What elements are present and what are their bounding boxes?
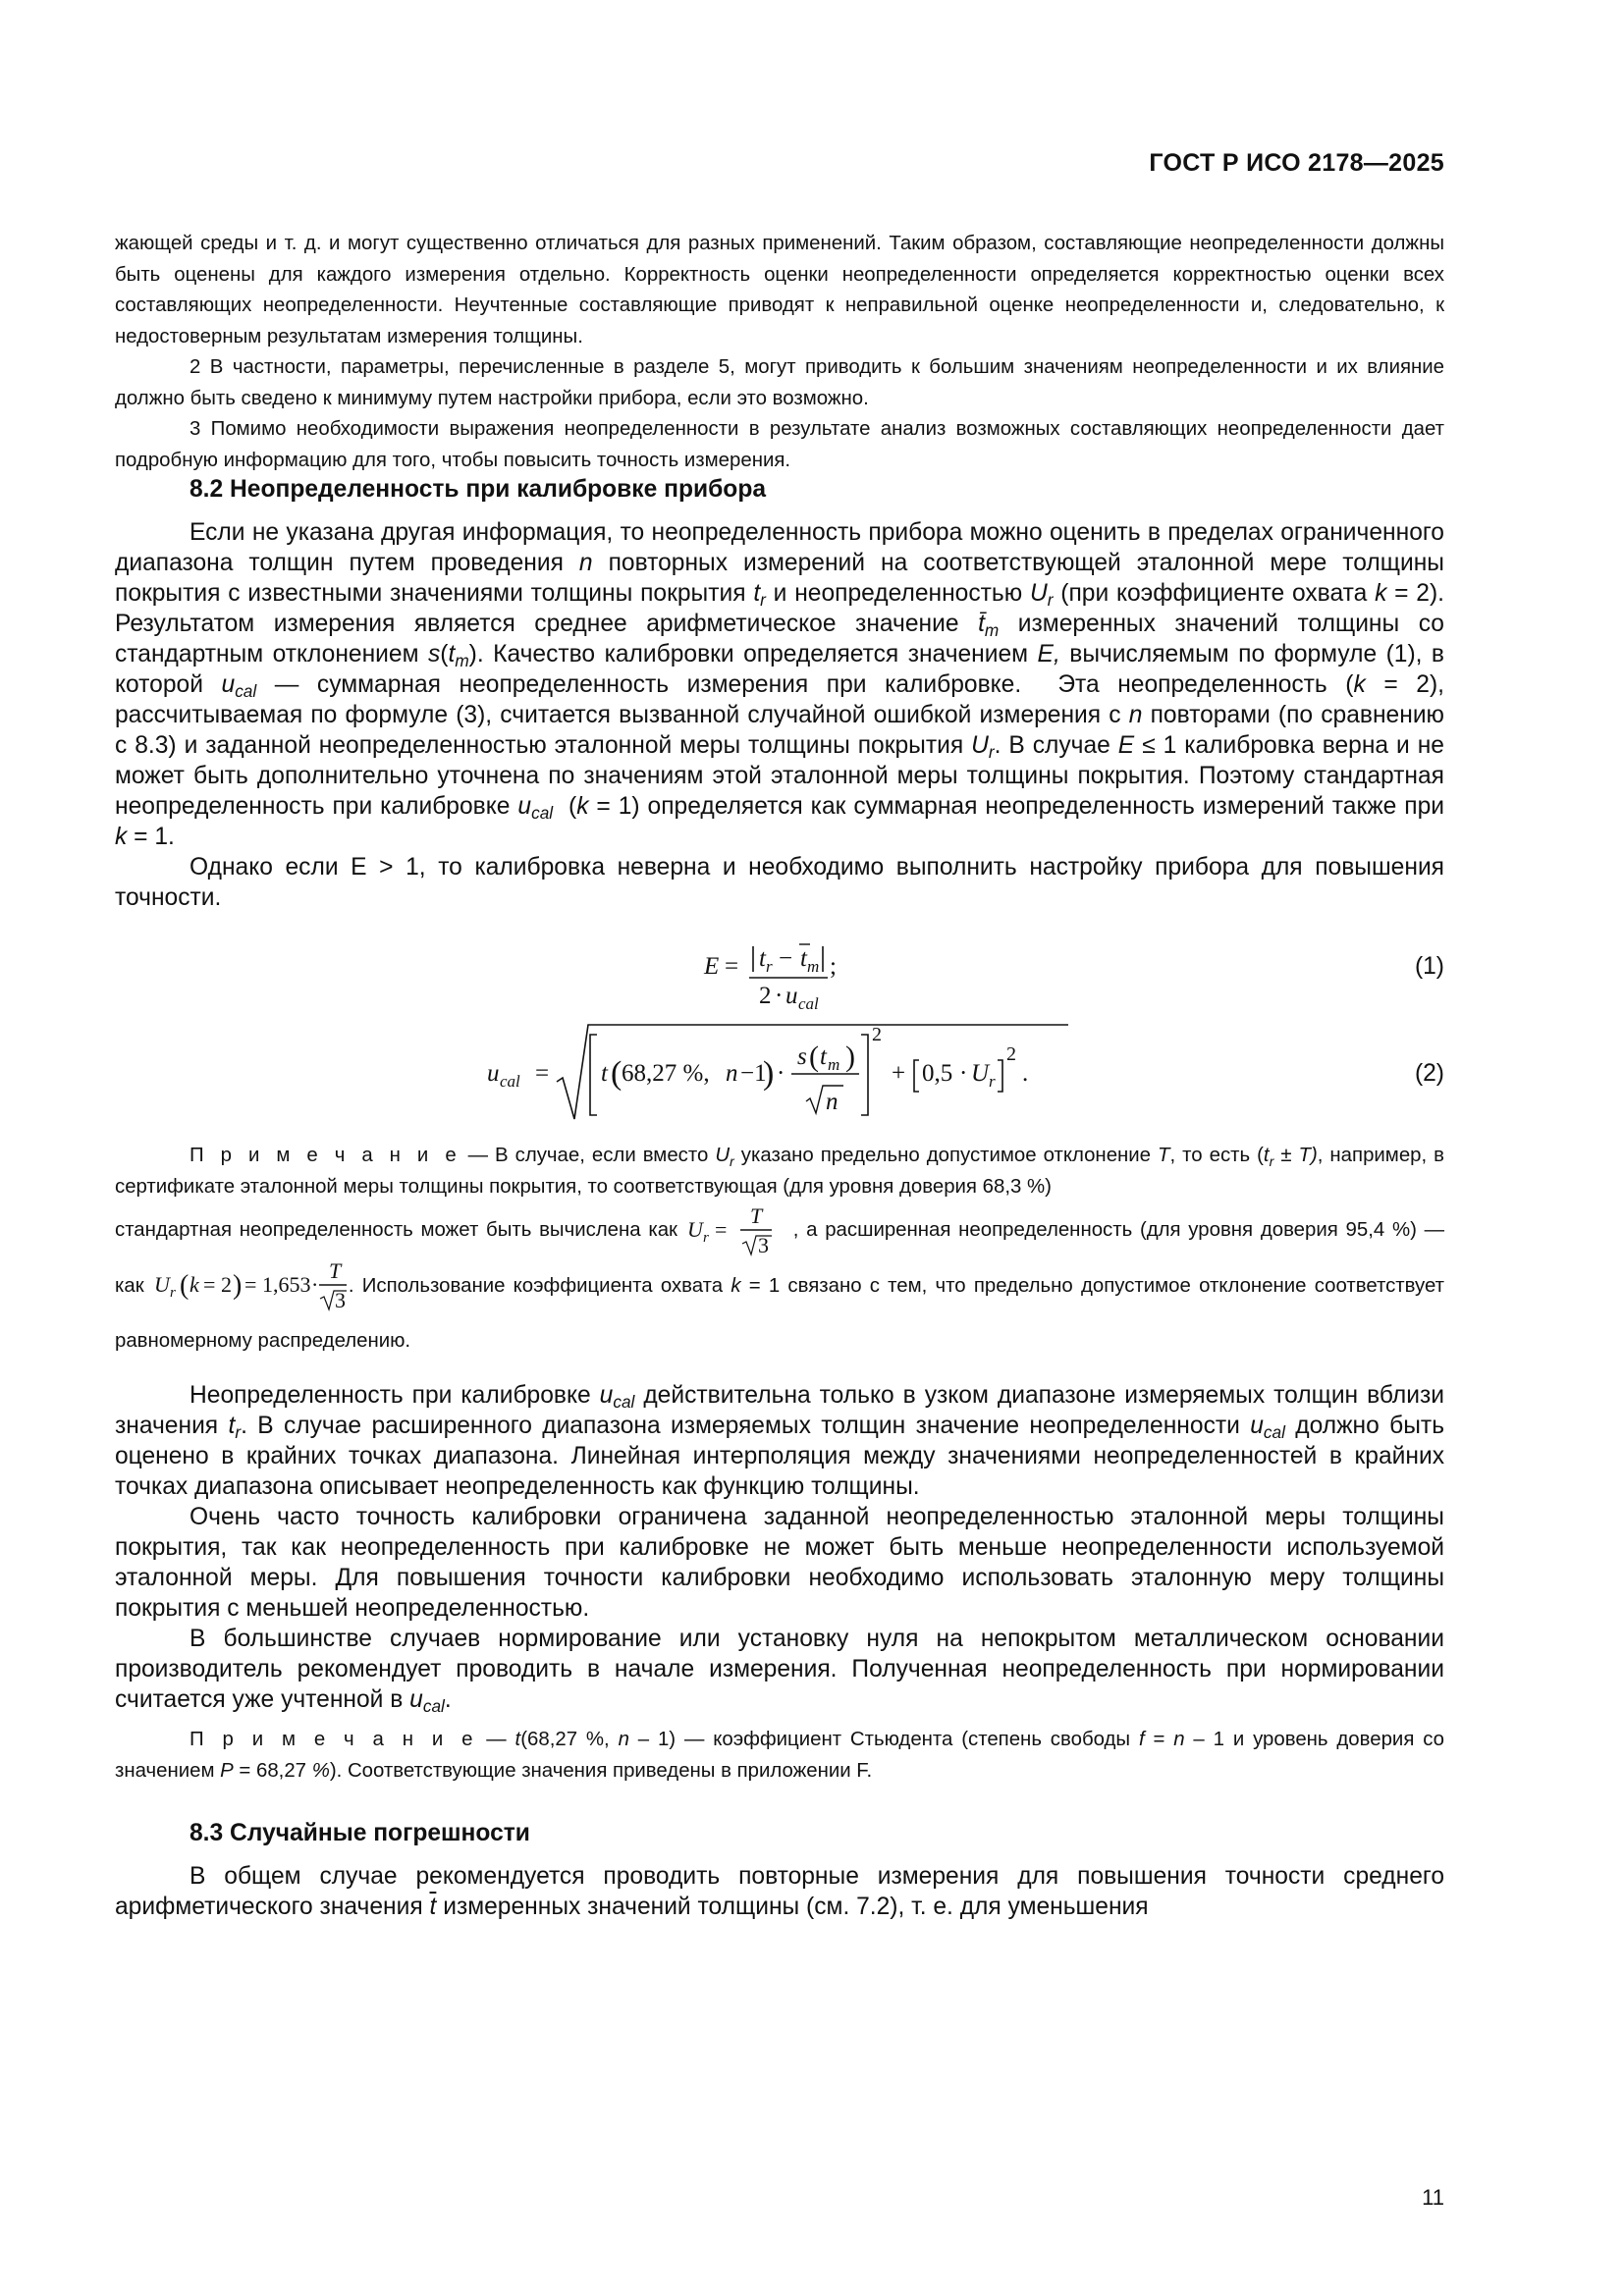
- svg-text:=: =: [244, 1272, 257, 1298]
- svg-text:t: t: [759, 945, 766, 972]
- formula-2: [115, 1017, 1444, 1131]
- formula-1-graphic: [115, 921, 1444, 1013]
- svg-text:·: ·: [310, 1272, 319, 1298]
- svg-text:=: =: [535, 1060, 550, 1087]
- svg-text:U: U: [971, 1060, 990, 1087]
- paragraph-8-2-5: В большинстве случаев нормирование или установку нуля на непокрытом металлическом основании производитель рекомендует проводить в начале измерения. Полученная неопределенность при нормировании считается уже учтенной в $u_{cal}$.: [115, 1626, 1444, 1717]
- svg-text:t: t: [800, 945, 807, 972]
- svg-text:·: ·: [775, 983, 784, 1009]
- svg-text:2: 2: [220, 1272, 232, 1298]
- note-continuation: жающей среды и т. д. и могут существенно отличаться для разных применений. Таким образом, составляющие неопределенности должны быть оценены для каждого измерения отдельно. Корректность оценки неопределенности определяется корректностью оценки всех составляющих неопределенности. Неучтенные составляющие приводят к неправильной оценке неопределенности и, следовательно, к недостоверным результатам измерения толщины.: [115, 233, 1444, 347]
- svg-text:2: 2: [1006, 1043, 1016, 1065]
- svg-text:r: r: [766, 957, 773, 976]
- svg-text:=: =: [725, 953, 739, 980]
- svg-text:U: U: [686, 1216, 703, 1242]
- page-content: [115, 229, 1444, 1922]
- note-student: П р и м е ч а н и е — t(68,27 %, n – 1) — коэффициент Стьюдента (степень свободы f = n – 1 и уровень доверия со значением P = 68,27 %). Соответствующие значения приведены в приложении F.: [115, 1729, 1444, 1782]
- paragraph-8-2-3-fragment: толщин вблизи значения: [115, 1382, 1444, 1440]
- section-8-3-title: 8.3 Случайные погрешности: [189, 1820, 530, 1847]
- formula-2-number: (2): [1414, 1060, 1444, 1087]
- svg-text:(: (: [809, 1041, 819, 1073]
- svg-text:.: .: [1022, 1060, 1029, 1087]
- svg-text:u: u: [785, 983, 798, 1009]
- note-formula: П р и м е ч а н и е — В случае, если вместо $U_r$ указано предельно допустимое отклонение T, то есть $(t_r \pm T)$, например, в сертификате эталонной меры толщины покрытия, то соответствующая (для уровня доверия 68,3 %): [115, 1145, 1444, 1198]
- note-label: П р и м е ч а н и е: [189, 1145, 461, 1166]
- fraction-ur-k2: [152, 1258, 349, 1313]
- svg-text:m: m: [828, 1055, 840, 1074]
- svg-text:0,5: 0,5: [922, 1060, 953, 1087]
- svg-text:t: t: [601, 1060, 608, 1087]
- svg-text:s: s: [797, 1043, 807, 1070]
- svg-text:T: T: [328, 1258, 342, 1284]
- svg-text:t: t: [820, 1043, 827, 1070]
- svg-text:n: n: [726, 1060, 738, 1087]
- formula-1-number: (1): [1414, 953, 1444, 980]
- note-3: 3 Помимо необходимости выражения неопределенности в результате анализ возможных составляющих неопределенности дает подробную информацию для того, чтобы повысить точность измерения.: [115, 418, 1444, 471]
- svg-text:68,27 %,: 68,27 %,: [622, 1060, 710, 1087]
- svg-text:): ): [763, 1055, 775, 1092]
- section-8-2-title: 8.2 Неопределенность при калибровке прибора: [189, 476, 767, 503]
- svg-text:1,653: 1,653: [261, 1272, 311, 1298]
- svg-text:·: ·: [959, 1060, 968, 1087]
- svg-text:E: E: [704, 953, 720, 980]
- svg-text:−: −: [779, 945, 793, 972]
- svg-text:=: =: [202, 1272, 216, 1298]
- note-formula-line-2: стандартная неопределенность может быть вычислена как U r = T 3 , а расширенная неопределенность (для уровня доверия 95,4 %) — как U r ( k = 2 ) = 1,653 · T 3 . Использование коэффициента охвата k = 1 связано с тем, что предельно допустимое отклонение соответствует равномерному распределению.: [115, 1202, 1444, 1353]
- svg-text:=: =: [714, 1216, 728, 1242]
- svg-text:2: 2: [872, 1024, 882, 1045]
- svg-text:m: m: [807, 957, 820, 976]
- paragraph-8-3-1-start: В общем случае рекомендуется проводить повторные измерения для повышения точности среднего арифметического значения: [115, 1863, 1444, 1921]
- svg-text:3: 3: [757, 1232, 769, 1257]
- fraction-ur-t-sqrt3: [685, 1203, 793, 1258]
- svg-text:): ): [845, 1041, 855, 1073]
- svg-text:r: r: [989, 1072, 996, 1091]
- page-number: 11: [1422, 2185, 1444, 2210]
- paragraph-8-3-1: В общем случае рекомендуется проводить повторные измерения для повышения точности среднего арифметического значения $\overline{t}$ измеренных значений толщины (см. 7.2), т. е. для уменьшения: [115, 1863, 1444, 1921]
- paragraph-8-3-1-end: измеренных значений толщины (см. 7.2), т. е. для уменьшения: [443, 1894, 1149, 1921]
- svg-text:r: r: [169, 1285, 176, 1302]
- svg-text:−1: −1: [740, 1060, 767, 1087]
- svg-text:u: u: [487, 1060, 500, 1087]
- svg-text:(: (: [179, 1270, 189, 1302]
- svg-text:cal: cal: [798, 994, 819, 1013]
- paragraph-8-2-2: Однако если E > 1, то калибровка неверна и необходимо выполнить настройку прибора для повышения точности.: [115, 854, 1444, 911]
- svg-text:U: U: [153, 1272, 170, 1298]
- svg-text:2: 2: [759, 983, 772, 1009]
- svg-text:(: (: [611, 1055, 623, 1092]
- note-2: 2 В частности, параметры, перечисленные в разделе 5, могут приводить к большим значениям неопределенности и их влияние должно быть сведено к минимуму путем настройки прибора, если это возможно.: [115, 356, 1444, 409]
- svg-text:): ): [232, 1270, 243, 1302]
- svg-text:+: +: [892, 1060, 906, 1087]
- svg-text:·: ·: [777, 1060, 785, 1087]
- svg-text:r: r: [702, 1229, 709, 1246]
- formula-1: [115, 921, 1444, 1013]
- note-label-2: П р и м е ч а н и е: [189, 1729, 478, 1751]
- formula-2-graphic: [115, 1017, 1444, 1131]
- paragraph-8-2-3: Неопределенность при калибровке $u_{cal}$ действительна только в узком диапазоне измеряемых толщин вблизи значения $t_r$. В случае расширенного диапазона измеряемых толщин значение неопределенности $u_{cal}$ должно быть оценено в крайних точках диапазона. Линейная интерполяция между значениями неопределенностей в крайних точках диапазона описывает неопределенность как функцию толщины.: [115, 1382, 1445, 1501]
- paragraph-8-2-4: Очень часто точность калибровки ограничена заданной неопределенностью эталонной меры толщины покрытия, так как неопределенность при калибровке не может быть меньше неопределенности используемой эталонной меры. Для повышения точности калибровки необходимо использовать эталонную меру толщины покрытия с меньшей неопределенностью.: [115, 1504, 1444, 1623]
- svg-text:;: ;: [830, 953, 837, 980]
- paragraph-8-2-1: Если не указана другая информация, то неопределенность прибора можно оценить в пределах ограниченного диапазона толщин путем проведения n повторных измерений на соответствующей эталонной мере толщины покрытия с известными значениями толщины покрытия $t_r$ и неопределенностью $U_r$ (при коэффициенте охвата k = 2). Результатом измерения является среднее арифметическое значение $t̄_m$ измеренных значений толщины со стандартным отклонением $s(t_m)$. Качество калибровки определяется значением E, вычисляемым по формуле (1), в которой $u_{cal}$ — суммарная неопределенность измерения при калибровке. Эта неопределенность (k = 2), рассчитываемая по формуле (3), считается вызванной случайной ошибкой измерения с n повторами (по сравнению с 8.3) и заданной неопределенностью эталонной меры толщины покрытия $U_r$. В случае E ≤ 1 калибровка верна и не может быть дополнительно уточнена по значениям этой эталонной меры толщины покрытия. Поэтому стандартная неопределенность при калибровке $u_{cal}$ (k = 1) определяется как суммарная неопределенность измерений также при k = 1.: [115, 519, 1445, 850]
- svg-text:n: n: [826, 1089, 839, 1115]
- document-code: ГОСТ Р ИСО 2178—2025: [1149, 149, 1444, 177]
- svg-text:cal: cal: [500, 1072, 520, 1091]
- svg-text:3: 3: [334, 1288, 346, 1313]
- svg-text:T: T: [749, 1202, 762, 1228]
- svg-text:k: k: [189, 1272, 199, 1298]
- paragraph-8-2-5-text: В большинстве случаев нормирование или установку нуля на непокрытом металлическом основании производитель рекомендует проводить в начале измерения. Полученная неопределенность при нормировании считается уже учтенной в: [115, 1626, 1444, 1714]
